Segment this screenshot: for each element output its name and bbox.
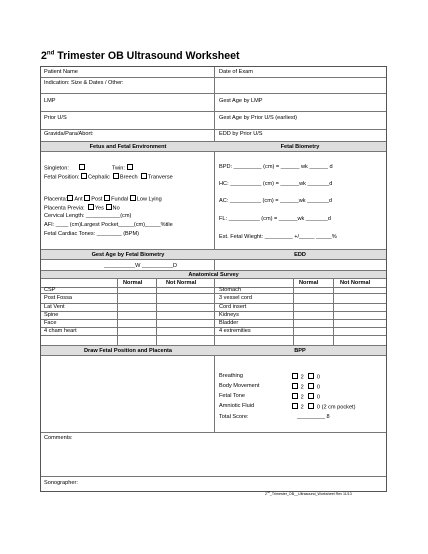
date-of-exam-field[interactable]: Date of Exam [219,69,253,75]
twin-label: Twin: [111,165,125,172]
fetal-position-label: Fetal Position: [44,174,80,181]
bpp-two-value: 2 [300,384,304,391]
biometry-heading: Fetal Biometry [280,144,320,150]
ant-label: Ant [74,196,83,203]
afi-field[interactable]: AFI: ____ (cm)Largest Pocket_____(cm)_____%tile [44,222,173,228]
low-lying-checkbox[interactable] [130,195,136,201]
column-divider [214,356,215,432]
footer-text: _Trimester_OB__Ultrasound_Worksheet Rev 11/13 [269,492,352,497]
row-line [41,129,386,130]
tranverse-label: Tranverse [147,174,173,181]
footer-num: 2 [265,492,267,497]
bpp-section-header [214,345,386,356]
bpp-total-value[interactable]: _________ 8 [297,414,330,420]
cervical-length-field[interactable]: Cervical Length: ___________(cm) [44,213,132,219]
row-line [41,311,386,312]
post-label: Post [91,196,103,203]
anatomy-right-item: 4 extremities [219,328,251,334]
header-divider [214,67,215,149]
anatomy-right-item: Bladder [219,320,239,326]
bpp-heading: BPP [294,348,306,354]
low-lying-label: Low Lying [136,196,162,203]
worksheet-form [40,66,387,492]
anatomy-left-item: Face [44,320,57,326]
anatomy-right-item: 3 vessel cord [219,295,252,301]
gravida-field[interactable]: Gravida/Para/Abort: [44,131,94,137]
anatomy-left-item: Spine [44,312,59,318]
not-normal-col-left: Not Normal [166,280,197,286]
singleton-row [44,164,134,173]
bpp-label: Body Movement [219,383,260,389]
column-divider [214,152,215,249]
row-line [41,432,386,433]
lmp-field[interactable]: LMP [44,98,56,104]
singleton-checkbox[interactable] [79,164,85,170]
placenta-row [44,195,162,204]
gest-age-heading: Gest Age by Fetal Biometry [91,252,165,258]
previa-yes-label: Yes [94,205,104,212]
fundal-label: Fundal [111,196,129,203]
bpp-zero-value: 0 (2 cm pocket) [316,404,356,411]
anatomy-left-item: Lat Vent [44,304,65,310]
breech-checkbox[interactable] [113,173,119,179]
est-weight-field[interactable]: Est. Fetal Wieght: _________ +/_____ _____% [219,234,337,240]
bpp-two-checkbox[interactable] [292,403,298,409]
bpp-zero-checkbox[interactable] [308,393,314,399]
not-normal-col-right: Not Normal [340,280,371,286]
bpp-total-label: Total Score: [219,414,249,420]
placenta-previa-row [44,204,120,213]
anatomy-heading: Anatomical Survey [188,272,239,278]
breech-label: Breech [119,174,138,181]
normal-col-left: Normal [123,280,143,286]
row-line [41,293,386,294]
draw-heading: Draw Fetal Position and Placenta [84,348,172,354]
bpp-zero-value: 0 [316,384,321,391]
twin-checkbox[interactable] [127,164,133,170]
fetal-position-row [44,173,173,182]
edd-section-header [214,249,386,260]
gest-age-prior-field[interactable]: Gest Age by Prior U/S (earliest) [219,115,298,121]
page-title [41,50,240,62]
bpp-two-value: 2 [300,374,304,381]
post-checkbox[interactable] [84,195,90,201]
bpp-option [292,403,355,412]
biometry-section-header [214,141,386,152]
row-line [41,93,386,94]
bpp-option [292,383,320,392]
bpp-two-value: 2 [300,404,304,411]
bpp-option [292,373,320,382]
ant-checkbox[interactable] [67,195,73,201]
anatomy-left-item: CSP [44,287,56,293]
footer-revision [265,491,352,496]
placenta-previa-label: Placenta Previa: [44,205,85,212]
footer-sup: nd [267,491,270,494]
bpp-label: Fetal Tone [219,393,246,399]
title-suffix: nd [46,50,55,57]
tranverse-checkbox[interactable] [141,173,147,179]
prior-us-field[interactable]: Prior U/S [44,115,67,121]
fetus-heading: Fetus and Fetal Environment [89,144,167,150]
draw-section-header [41,345,215,356]
row-line [41,111,386,112]
bpd-field[interactable]: BPD: _________ (cm) = ______ wk ______ d [219,164,333,170]
bpp-two-value: 2 [300,394,304,401]
bpp-zero-checkbox[interactable] [308,383,314,389]
title-text: Trimester OB Ultrasound Worksheet [57,50,240,62]
sonographer-field[interactable]: Sonographer: [44,480,78,486]
fetal-cardiac-field[interactable]: Fetal Cardiac Tones: ________ (BPM) [44,231,140,237]
bpp-zero-value: 0 [316,374,321,381]
bpp-zero-checkbox[interactable] [308,403,314,409]
bpp-option [292,393,320,402]
bpp-two-checkbox[interactable] [292,383,298,389]
previa-no-checkbox[interactable] [106,204,112,210]
comments-field[interactable]: Comments: [44,435,73,441]
row-line [41,303,386,304]
bpp-label: Amniotic Fluid [219,403,255,409]
fundal-checkbox[interactable] [104,195,110,201]
row-line [41,335,386,336]
indication-field[interactable]: Indication: Size & Dates / Other: [44,80,124,86]
gest-age-field[interactable]: __________W __________D [104,263,178,269]
row-line [41,77,386,78]
patient-name-field[interactable]: Patient Name [44,69,78,75]
column-divider [214,260,215,270]
title-ordinal: 2 [41,50,47,62]
edd-heading: EDD [294,252,306,258]
previa-no-label: No [112,205,120,212]
drawing-area[interactable] [42,357,213,431]
row-line [41,476,386,477]
edd-prior-field[interactable]: EDD by Prior U/S [219,131,263,137]
bpp-zero-checkbox[interactable] [308,373,314,379]
previa-yes-checkbox[interactable] [88,204,94,210]
fetus-section-header [41,141,215,152]
fl-field[interactable]: FL: __________ (cm) = ______wk _______d [219,216,331,222]
cephalic-checkbox[interactable] [81,173,87,179]
anatomy-section-header [41,270,386,279]
ac-field[interactable]: AC: __________ (cm) = ______wk _______d [219,198,333,204]
cephalic-label: Cephalic [88,174,110,181]
bpp-two-checkbox[interactable] [292,373,298,379]
anatomy-right-item: Stomach [219,287,242,293]
normal-col-right: Normal [299,280,319,286]
anatomy-right-item: Kidneys [219,312,239,318]
singleton-label: Singleton: [44,165,69,172]
placenta-label: Placenta: [44,196,68,203]
anatomy-right-item: Cord insert [219,304,247,310]
anatomy-left-item: Post Fossa [44,295,72,301]
gest-age-section-header [41,249,215,260]
bpp-label: Breathing [219,373,243,379]
bpp-two-checkbox[interactable] [292,393,298,399]
row-line [41,319,386,320]
gest-age-lmp-field[interactable]: Gest Age by LMP [219,98,263,104]
hc-field[interactable]: HC: __________ (cm) = ______wk _______d [219,181,333,187]
bpp-zero-value: 0 [316,394,321,401]
row-line [41,327,386,328]
row-line [41,287,386,288]
anatomy-left-item: 4 cham heart [44,328,77,334]
